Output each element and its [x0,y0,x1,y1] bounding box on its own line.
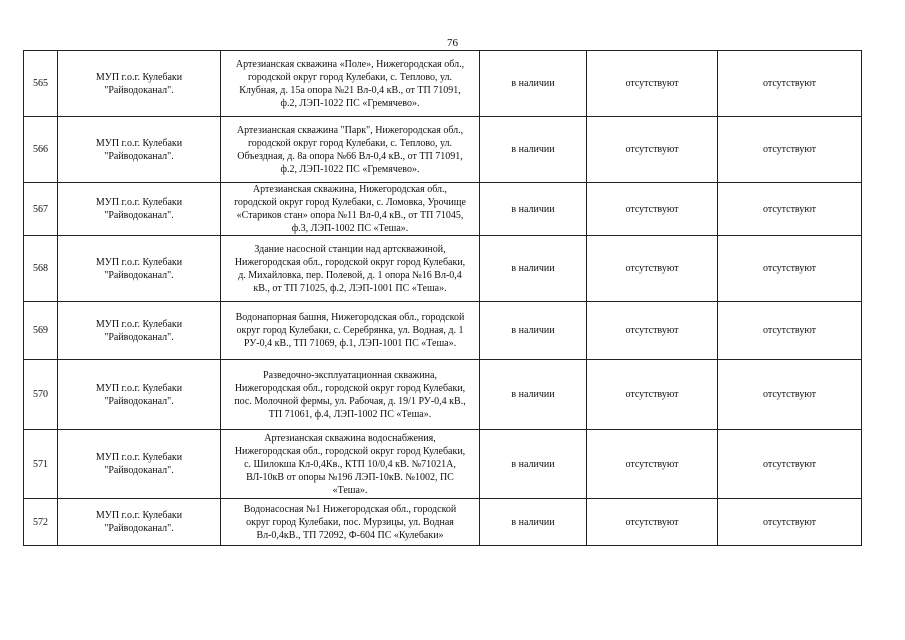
column-6-cell: отсутствуют [718,236,862,302]
table-row [24,302,862,360]
table-row [24,236,862,302]
availability-cell: в наличии [480,183,587,236]
row-number: 568 [24,236,58,302]
object-description-cell: Артезианская скважина водоснабжения, Нижегородская обл., городской округ город Кулебаки, с. Шилокша Кл-0,4Кв., КТП 10/0,4 кВ. №71021А, ВЛ-10кВ от опоры №196 ЛЭП-10кВ. №1002, ПС «Теша». [221,430,480,499]
row-number: 570 [24,360,58,430]
owner-cell: МУП г.о.г. Кулебаки "Райводоканал". [58,236,221,302]
owner-cell: МУП г.о.г. Кулебаки "Райводоканал". [58,117,221,183]
owner-cell: МУП г.о.г. Кулебаки "Райводоканал". [58,360,221,430]
column-5-cell: отсутствуют [587,499,718,546]
object-description-cell: Артезианская скважина, Нижегородская обл., городской округ город Кулебаки, с. Ломовка, Урочище «Стариков стан» опора №11 Вл-0,4 кВ., от ТП 71045, ф.3, ЛЭП-1002 ПС «Теша». [221,183,480,236]
availability-cell: в наличии [480,302,587,360]
object-description-cell: Водонапорная башня, Нижегородская обл., городской округ город Кулебаки, с. Серебрянка, ул. Водная, д. 1 РУ-0,4 кВ., ТП 71069, ф.1, ЛЭП-1001 ПС «Теша». [221,302,480,360]
column-6-cell: отсутствуют [718,51,862,117]
column-6-cell: отсутствуют [718,302,862,360]
table-row [24,183,862,236]
object-description-cell: Разведочно-эксплуатационная скважина, Нижегородская обл., городской округ город Кулебаки, пос. Молочной фермы, ул. Рабочая, д. 19/1 РУ-0,4 кВ., ТП 71061, ф.4, ЛЭП-1002 ПС «Теша». [221,360,480,430]
availability-cell: в наличии [480,51,587,117]
table-row [24,360,862,430]
page-number: 76 [447,37,458,49]
row-number: 571 [24,430,58,499]
availability-cell: в наличии [480,430,587,499]
row-number: 565 [24,51,58,117]
column-6-cell: отсутствуют [718,183,862,236]
table-row [24,430,862,499]
column-5-cell: отсутствуют [587,236,718,302]
owner-cell: МУП г.о.г. Кулебаки "Райводоканал". [58,430,221,499]
column-5-cell: отсутствуют [587,117,718,183]
owner-cell: МУП г.о.г. Кулебаки "Райводоканал". [58,499,221,546]
table-row [24,499,862,546]
table-row [24,51,862,117]
row-number: 567 [24,183,58,236]
table-row [24,117,862,183]
column-6-cell: отсутствуют [718,117,862,183]
registry-table [23,50,862,546]
owner-cell: МУП г.о.г. Кулебаки "Райводоканал". [58,51,221,117]
column-5-cell: отсутствуют [587,51,718,117]
object-description-cell: Артезианская скважина «Поле», Нижегородская обл., городской округ город Кулебаки, с. Теплово, ул. Клубная, д. 15а опора №21 Вл-0,4 кВ., от ТП 71091, ф.2, ЛЭП-1022 ПС «Гремячево». [221,51,480,117]
row-number: 572 [24,499,58,546]
column-5-cell: отсутствуют [587,183,718,236]
column-6-cell: отсутствуют [718,499,862,546]
object-description-cell: Здание насосной станции над артскважиной, Нижегородская обл., городской округ город Кулебаки, д. Михайловка, пер. Полевой, д. 1 опора №16 Вл-0,4 кВ., от ТП 71025, ф.2, ЛЭП-1001 ПС «Теша». [221,236,480,302]
availability-cell: в наличии [480,236,587,302]
availability-cell: в наличии [480,499,587,546]
column-5-cell: отсутствуют [587,302,718,360]
column-6-cell: отсутствуют [718,430,862,499]
availability-cell: в наличии [480,360,587,430]
owner-cell: МУП г.о.г. Кулебаки "Райводоканал". [58,302,221,360]
owner-cell: МУП г.о.г. Кулебаки "Райводоканал". [58,183,221,236]
object-description-cell: Водонасосная №1 Нижегородская обл., городской округ город Кулебаки, пос. Мурзицы, ул. Водная Вл-0,4кВ., ТП 72092, Ф-604 ПС «Кулебаки» [221,499,480,546]
column-5-cell: отсутствуют [587,430,718,499]
row-number: 569 [24,302,58,360]
column-6-cell: отсутствуют [718,360,862,430]
availability-cell: в наличии [480,117,587,183]
object-description-cell: Артезианская скважина "Парк", Нижегородская обл., городской округ город Кулебаки, с. Теплово, ул. Объездная, д. 8а опора №66 Вл-0,4 кВ., от ТП 71091, ф.2, ЛЭП-1022 ПС «Гремячево». [221,117,480,183]
column-5-cell: отсутствуют [587,360,718,430]
row-number: 566 [24,117,58,183]
